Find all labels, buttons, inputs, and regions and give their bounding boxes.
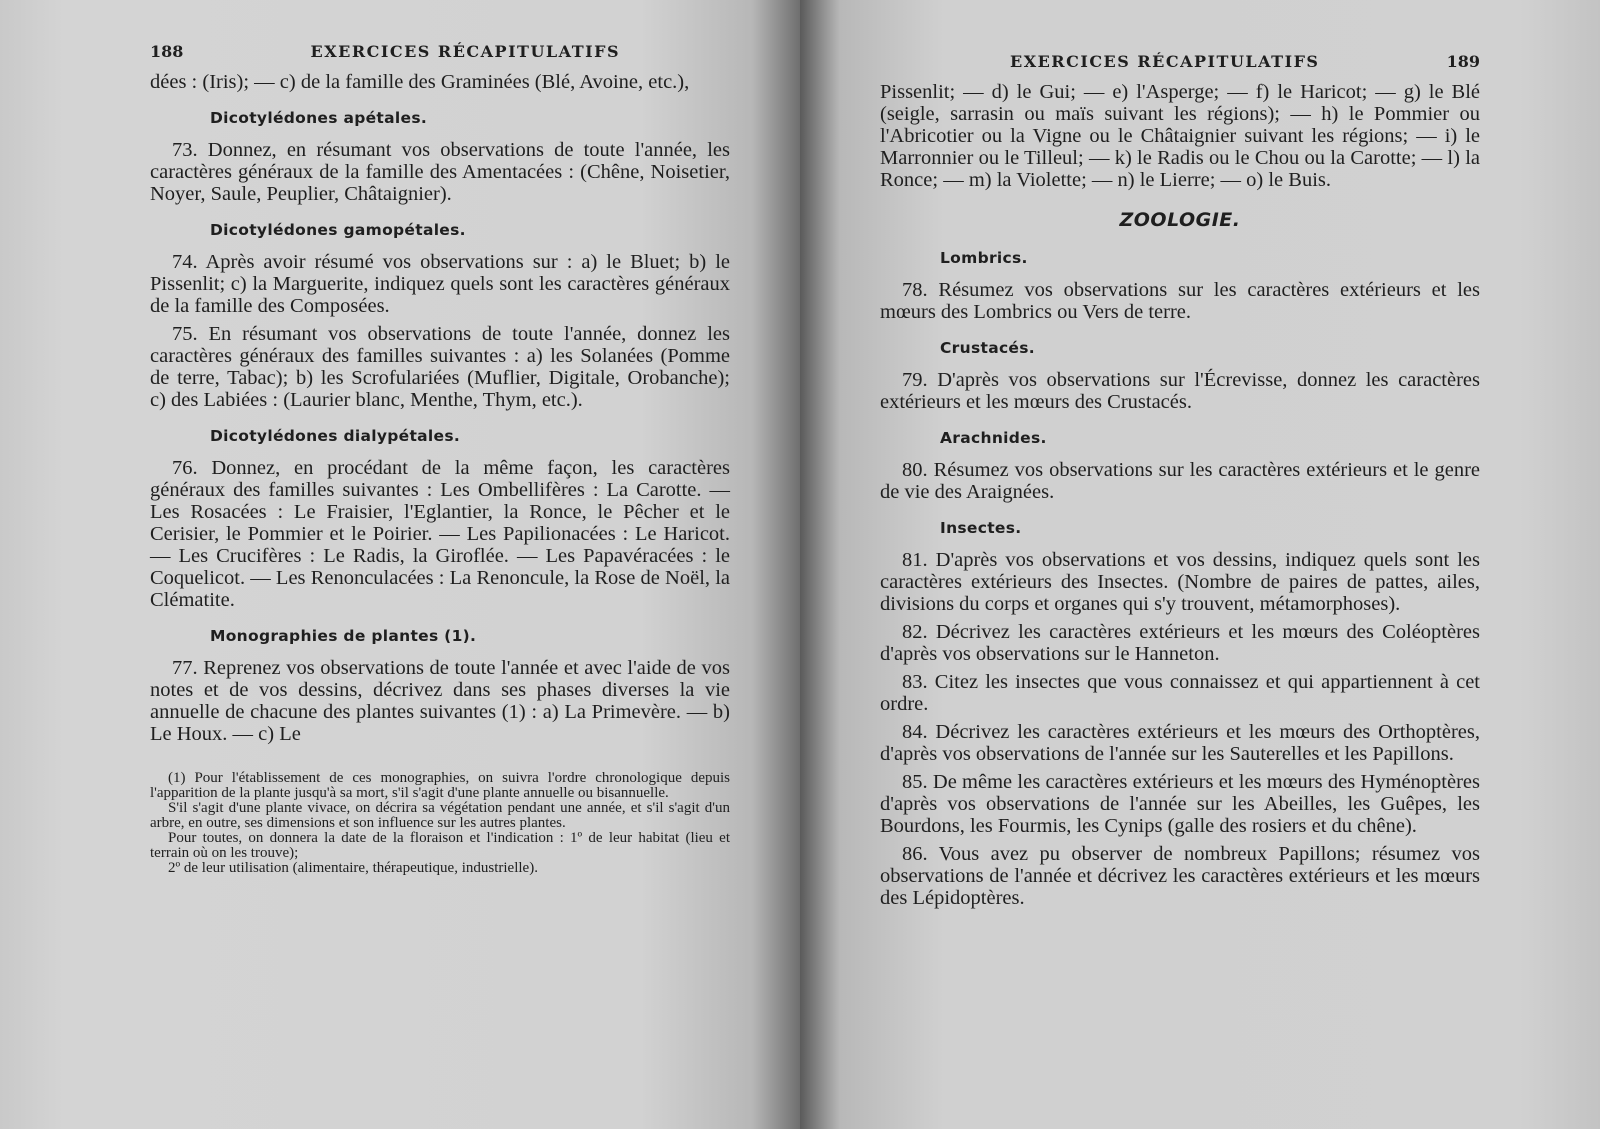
exercise-76: 76. Donnez, en procédant de la même façon, les caractères généraux des familles suivantes : Les Ombellifères : La Carotte. — Les Rosacées : Le Fraisier, l'Eglantier, la Ronce, le Pêcher et le Cerisier, le Pommier et le Poirier. — Les Papilionacées : Le Haricot. — Les Crucifères : Le Radis, la Giroflée. — Les Papavéracées : le Coquelicot. — Les Renonculacées : La Renoncule, la Rose de Noël, la Clématite. bbox=[150, 457, 730, 611]
exercise-77: 77. Reprenez vos observations de toute l'année et avec l'aide de vos notes et de vos dessins, décrivez dans ses phases diverses la vie annuelle de chacune des plantes suivantes (1) : a) La Primevère. — b) Le Houx. — c) Le bbox=[150, 657, 730, 745]
exercise-80: 80. Résumez vos observations sur les caractères extérieurs et le genre de vie des Araignées. bbox=[880, 459, 1480, 503]
running-head: EXERCICES RÉCAPITULATIFS bbox=[1010, 52, 1320, 71]
footnote: (1) Pour l'établissement de ces monographies, on suivra l'ordre chronologique depuis l'apparition de la plante jusqu'à sa mort, s'il s'agit d'une plante annuelle ou bisannuelle. bbox=[150, 770, 730, 801]
section-heading: Lombrics. bbox=[940, 249, 1028, 267]
section-heading: Dicotylédones dialypétales. bbox=[210, 427, 461, 445]
exercise-74: 74. Après avoir résumé vos observations sur : a) le Bluet; b) le Pissenlit; c) la Marguerite, indiquez quels sont les caractères généraux de la famille des Composées. bbox=[150, 251, 730, 317]
right-page-body bbox=[880, 81, 1480, 909]
section-heading: Arachnides. bbox=[940, 429, 1047, 447]
footnote: S'il s'agit d'une plante vivace, on décrira sa végétation pendant une année, et s'il s'agit d'un arbre, en outre, ses dimensions et son influence sur les autres plantes. bbox=[150, 800, 730, 831]
exercise-84: 84. Décrivez les caractères extérieurs et les mœurs des Orthoptères, d'après vos observations de l'année sur les Sauterelles et les Papillons. bbox=[880, 721, 1480, 765]
left-page-body bbox=[150, 71, 730, 745]
exercise-78: 78. Résumez vos observations sur les caractères extérieurs et les mœurs des Lombrics ou Vers de terre. bbox=[880, 279, 1480, 323]
continuation-text: Pissenlit; — d) le Gui; — e) l'Asperge; — f) le Haricot; — g) le Blé (seigle, sarrasin ou maïs suivant les régions); — h) le Pommier ou l'Abricotier ou la Vigne ou le Châtaignier suivant les régions; — i) le Marronnier ou le Tilleul; — k) le Radis ou le Chou ou la Carotte; — l) la Ronce; — m) la Violette; — n) le Lierre; — o) le Buis. bbox=[880, 81, 1480, 191]
page-number: 189 bbox=[1446, 52, 1480, 71]
right-page bbox=[800, 0, 1600, 1129]
running-head: EXERCICES RÉCAPITULATIFS bbox=[310, 42, 620, 61]
exercise-82: 82. Décrivez les caractères extérieurs et les mœurs des Coléoptères d'après vos observations sur le Hanneton. bbox=[880, 621, 1480, 665]
exercise-85: 85. De même les caractères extérieurs et les mœurs des Hyménoptères d'après vos observations de l'année sur les Abeilles, les Guêpes, les Bourdons, les Fourmis, les Cynips (galle des rosiers et du chêne). bbox=[880, 771, 1480, 837]
exercise-86: 86. Vous avez pu observer de nombreux Papillons; résumez vos observations de l'année et décrivez les caractères extérieurs et les mœurs des Lépidoptères. bbox=[880, 843, 1480, 909]
section-heading: Monographies de plantes (1). bbox=[210, 627, 477, 645]
section-title: ZOOLOGIE. bbox=[1119, 209, 1241, 231]
left-page-header bbox=[150, 42, 730, 61]
exercise-83: 83. Citez les insectes que vous connaissez et qui appartiennent à cet ordre. bbox=[880, 671, 1480, 715]
page-number: 188 bbox=[150, 42, 184, 61]
section-heading: Dicotylédones gamopétales. bbox=[210, 221, 466, 239]
section-heading: Crustacés. bbox=[940, 339, 1035, 357]
exercise-75: 75. En résumant vos observations de toute l'année, donnez les caractères généraux des familles suivantes : a) les Solanées (Pomme de terre, Tabac); b) les Scrofulariées (Muflier, Digitale, Orobanche); c) des Labiées : (Laurier blanc, Menthe, Thym, etc.). bbox=[150, 323, 730, 411]
continuation-text: dées : (Iris); — c) de la famille des Graminées (Blé, Avoine, etc.), bbox=[150, 71, 690, 93]
footnotes bbox=[150, 771, 730, 876]
right-page-header bbox=[880, 52, 1480, 71]
exercise-81: 81. D'après vos observations et vos dessins, indiquez quels sont les caractères extérieurs des Insectes. (Nombre de paires de pattes, ailes, divisions du corps et organes qui s'y trouvent, métamorphoses). bbox=[880, 549, 1480, 615]
section-heading: Dicotylédones apétales. bbox=[210, 109, 428, 127]
section-heading: Insectes. bbox=[940, 519, 1022, 537]
exercise-73: 73. Donnez, en résumant vos observations de toute l'année, les caractères généraux de la famille des Amentacées : (Chêne, Noisetier, Noyer, Saule, Peuplier, Châtaignier). bbox=[150, 139, 730, 205]
footnote: Pour toutes, on donnera la date de la floraison et l'indication : 1º de leur habitat (lieu et terrain où on les trouve); bbox=[150, 830, 730, 861]
exercise-79: 79. D'après vos observations sur l'Écrevisse, donnez les caractères extérieurs et les mœurs des Crustacés. bbox=[880, 369, 1480, 413]
footnote: 2º de leur utilisation (alimentaire, thérapeutique, industrielle). bbox=[168, 860, 538, 876]
